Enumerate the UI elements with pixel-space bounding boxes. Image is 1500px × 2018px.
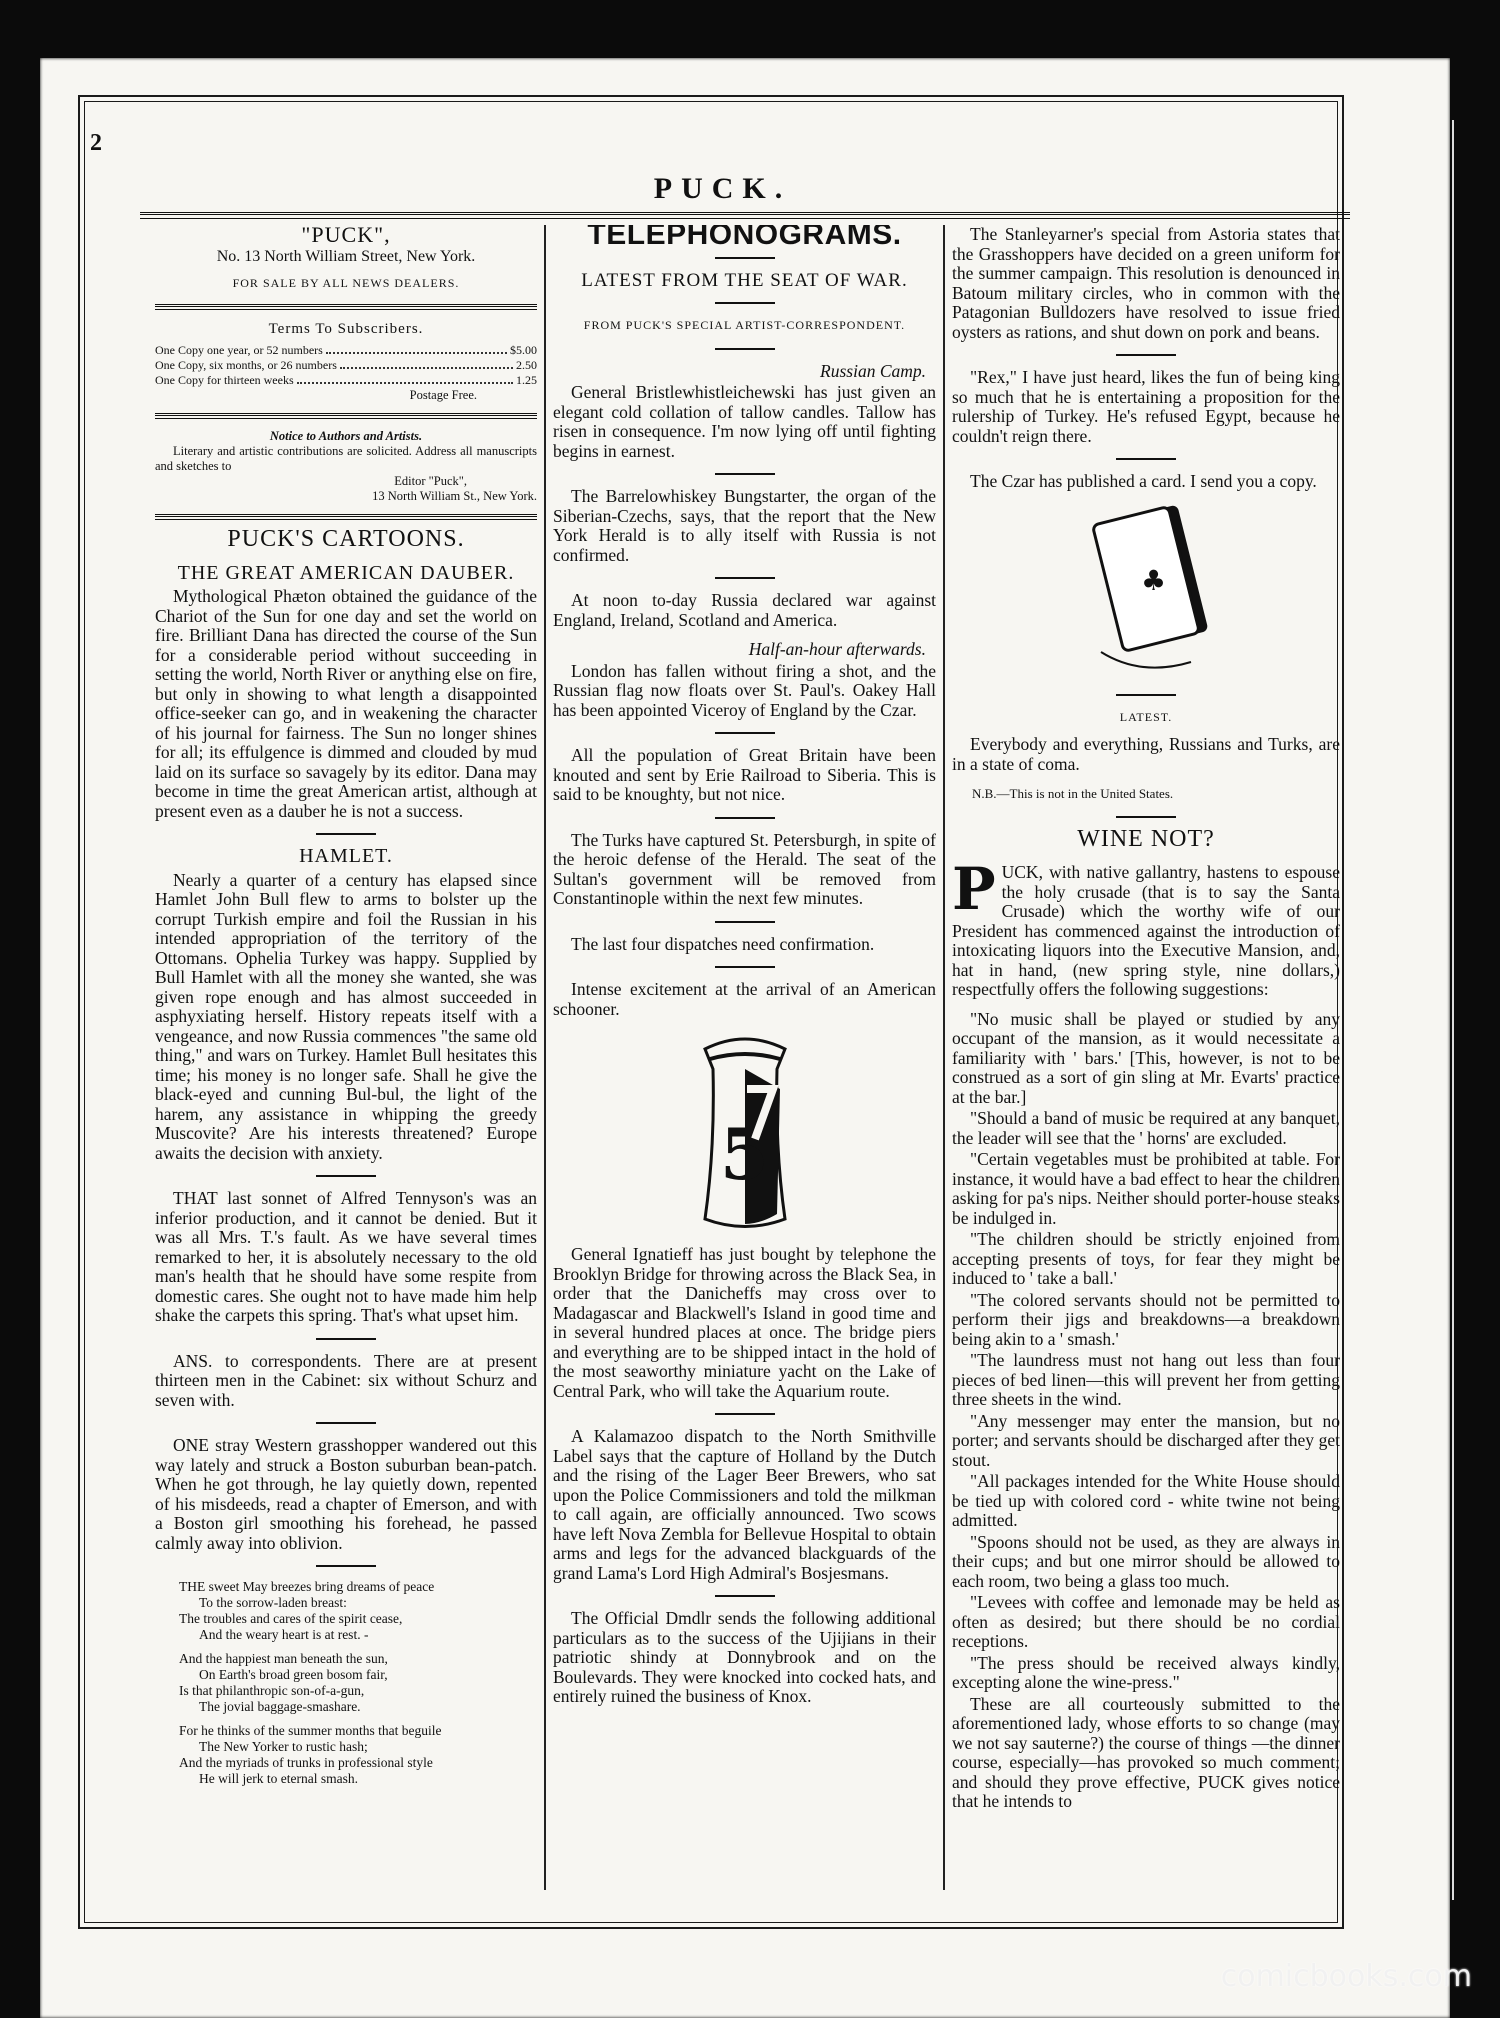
terms-row: One Copy, six months, or 26 numbers 2.50 (155, 358, 537, 372)
for-sale-notice: FOR SALE BY ALL NEWS DEALERS. (232, 276, 460, 290)
hamlet-text: Nearly a quarter of a century has elapsed since Hamlet John Bull flew to arms to bolster up the corrupt Turkish empire and foil the Russian in his intended appropriation of the territory of the Ottomans. Ophelia Turkey was happy. Supplied by Bull Hamlet with all the money she wanted, she was given rope enough and has almost succeeded in asphyxiating herself. History repeats itself with a vengeance, and now Russia commences "the same old thing," and wars on Turkey. Hamlet Bull hesitates this time; his money is no longer safe. Shall he give the black-eyed and cunning Bul-bul, the light of the harem, any assistance in whipping the greedy Muscovite? Are his interests threatened? Europe awaits the decision with anxiety. (155, 869, 537, 1163)
dispatch-paragraph: The Stanleyarner's special from Astoria states that the Grasshoppers have decided on a green uniform for the summer campaign. This resolution is denounced in Batoum military circles, who in common with the Patagonian Bulldozers have resolved to issue fried oysters as rations, and shut down on pork and beans. (952, 225, 1340, 342)
divider (155, 304, 537, 310)
column-right (952, 225, 1340, 1885)
puck-title: "PUCK", (301, 225, 391, 247)
dispatch-paragraph: At noon to-day Russia declared war against England, Ireland, Scotland and America. (553, 590, 936, 630)
rule-item: "The press should be received always kindly, excepting alone the wine-press." (952, 1652, 1340, 1692)
latest-heading: LATEST FROM THE SEAT OF WAR. (581, 269, 908, 291)
column-rule-2 (943, 225, 945, 1890)
rule-item: "The children should be strictly enjoined from accepting presents of toys, for fear they might be induced to ' take a ball.' (952, 1229, 1340, 1288)
dispatch-paragraph: "Rex," I have just heard, likes the fun of being king so much that he is entertaining a proposition for the rulership of Turkey. He's refused Egypt, because he couldn't reign there. (952, 367, 1340, 446)
column-middle (553, 225, 936, 1885)
drop-cap: P (952, 855, 996, 923)
terms-list (155, 343, 537, 388)
dispatch-paragraph: The Barrelowhiskey Bungstarter, the organ of the Siberian-Czechs, says, that the report that the New York Herald is to ally itself with Russia is not confirmed. (553, 486, 936, 565)
postage-note: Postage Free. (409, 388, 477, 402)
tennyson-paragraph: THAT last sonnet of Alfred Tennyson's was an inferior production, and it cannot be denied. But it was all Mrs. T.'s fault. As we have several times remarked to her, it is absolutely necessary to the old man's health that he should have some respite from domestic cares. She ought not to have made him help shake the carpets this spring. That's what upset him. (155, 1188, 537, 1325)
club-icon: ♣ (1141, 563, 1167, 597)
terms-row: One Copy one year, or 52 numbers $5.00 (155, 343, 537, 357)
dateline-half-hour: Half-an-hour afterwards. (748, 639, 926, 659)
dispatch-paragraph: General Ignatieff has just bought by telephone the Brooklyn Bridge for throwing across the Black Sea, in order that the Danicheffs may cross over to Madagascar and Blackwell's Island in good time and in several hundred places at once. The bridge piers and everything are to be shipped intact in the hold of the most seaworthy miniature yacht on the Lake of Central Park, who will take the Aquarium route. (553, 1244, 936, 1401)
poem-stanza: And the happiest man beneath the sun, On Earth's broad green bosom fair, Is that philanthropic son-of-a-gun, The jovial baggage-smashare. (179, 1651, 388, 1714)
grasshopper-paragraph: ONE stray Western grasshopper wandered out this way lately and struck a Boston suburban bean-patch. When he got through, he lay quietly down, repented of his misdeeds, read a chapter of Emerson, and with a Boston girl smoothing his forehead, he passed calmly away into oblivion. (155, 1435, 537, 1553)
dispatch-paragraph: General Bristlewhistleichewski has just given an elegant cold collation of tallow candles. Tallow has risen in consequence. I'm now lying off until fighting begins in earnest. (553, 382, 936, 461)
terms-title: Terms To Subscribers. (268, 320, 424, 337)
terms-row: One Copy for thirteen weeks 1.25 (155, 373, 537, 387)
wine-not-heading: WINE NOT? (1077, 825, 1215, 852)
rule-item: "No music shall be played or studied by any occupant of the mansion, as it would necessitate a familiarity with ' bars.' [This, however, is not to be construed as a sort of gin sling at Mr. Evarts' practice at the bar.] (952, 1008, 1340, 1107)
watermark: comicbooks.com (1220, 1959, 1472, 1994)
dispatch-paragraph: All the population of Great Britain have been knouted and sent by Erie Railroad to Siberia. This is said to be knoughty, but not nice. (553, 745, 936, 804)
dauber-heading: THE GREAT AMERICAN DAUBER. (177, 561, 515, 584)
notice-title: Notice to Authors and Artists. (269, 429, 423, 443)
rule-item: "The colored servants should not be permitted to perform their jigs and breakdowns—a breakdown being akin to a ' smash.' (952, 1289, 1340, 1349)
czar-card-illustration (1081, 502, 1211, 682)
editor-address: 13 North William St., New York. (372, 489, 537, 503)
divider (155, 413, 537, 419)
header-rule (140, 212, 1350, 219)
rule-item: "The laundress must not hang out less than four pieces of bed linen—this will prevent her from getting three sheets in the wind. (952, 1350, 1340, 1409)
dispatch-paragraph: The Czar has published a card. I send you a copy. (970, 471, 1317, 491)
dateline-russian-camp: Russian Camp. (820, 360, 926, 381)
rule-item: "Certain vegetables must be prohibited at table. For instance, it would have a bad effect to hear the children asking for pa's nips. Neither should porter-house steaks be indulged in. (952, 1149, 1340, 1228)
column-rule-1 (544, 225, 546, 1890)
masthead: PUCK. (653, 172, 792, 205)
correspondent-line: FROM PUCK'S SPECIAL ARTIST-CORRESPONDENT. (583, 318, 906, 332)
telephonograms-heading: TELEPHONOGRAMS. (587, 225, 902, 251)
hamlet-heading: HAMLET. (299, 845, 393, 867)
poem (179, 1579, 537, 1787)
office-address: No. 13 North William Street, New York. (216, 247, 476, 265)
rule-item: "Should a band of music be required at any banquet, the leader will see that the ' horns' are excluded. (952, 1108, 1340, 1148)
rules-list (952, 1010, 1340, 1693)
wine-intro: PUCK, with native gallantry, hastens to espouse the holy crusade (that is to say the Santa Crusade) which the worthy wife of our President has commenced against the introduction of intoxicating liquors into the Executive Mansion, and, hat in hand, (new spring style, nine dollars,) respectfully offers the following suggestions: (952, 855, 1340, 999)
poem-stanza: For he thinks of the summer months that beguile The New Yorker to rustic hash; And the myriads of trunks in professional style He will jerk to eternal smash. (179, 1723, 442, 1786)
dispatch-paragraph: A Kalamazoo dispatch to the North Smithville Label says that the capture of Holland by the Dutch and the rising of the Lager Beer Brewers, who sat upon the Police Commissioners and told the milkman to call again, are officially announced. Two scows have left Nova Zembla for Bellevue Hospital to obtain arms and legs for the advanced blackguards of the grand Lama's Lord High Admiral's Bosjesmans. (553, 1426, 936, 1583)
answers-paragraph: ANS. to correspondents. There are at present thirteen men in the Cabinet: six without Schurz and seven with. (155, 1350, 537, 1410)
rule-item: "Spoons should not be used, as they are always in their cups; and but one mirror should be allowed to each room, two being a glass too much. (952, 1531, 1340, 1591)
editor-line: Editor "Puck", (394, 474, 467, 488)
dauber-text: Mythological Phæton obtained the guidance of the Chariot of the Sun for one day and set the world on fire. Brilliant Dana has directed the course of the Sun for a considerable period without succeeding in setting the world, North River or anything else on fire, but only in showing to what length a disappointed office-seeker can go, and in weakening the character of his journal for fairness. The Sun no longer shines for all; its effulgence is dimmed and clouded by mud laid on its surface so savagely by its editor. Dana may become in time the great American artist, although at present even as a dauber he is not a success. (155, 586, 537, 821)
dispatch-paragraph: The Turks have captured St. Petersburgh, in spite of the heroic defense of the Herald. The seat of the Sultan's government will be removed from Constantinople within the next few minutes. (553, 829, 936, 908)
cartoons-heading: PUCK'S CARTOONS. (227, 526, 465, 552)
svg-text:5: 5 (719, 1113, 769, 1196)
page-number: 2 (90, 130, 102, 156)
rule-item: "Levees with coffee and lemonade may be held as often as desired; but there should be no cordial receptions. (952, 1592, 1340, 1651)
nb-note: N.B.—This is not in the United States. (972, 786, 1174, 801)
dispatch-paragraph: The last four dispatches need confirmation. (571, 933, 875, 954)
poem-stanza: THE sweet May breezes bring dreams of peace To the sorrow-laden breast: The troubles and cares of the spirit cease, And the weary heart is at rest. - (179, 1579, 435, 1642)
latest-label: LATEST. (1119, 709, 1173, 724)
divider (155, 514, 537, 520)
dispatch-paragraph: London has fallen without firing a shot, and the Russian flag now floats over St. Paul's. Oakey Hall has been appointed Viceroy of England by the Czar. (553, 660, 936, 720)
closing-paragraph: These are all courteously submitted to the aforementioned lady, whose efforts to so change (may we not say sauterne?) the course of things —the dinner course, especially—has provoked so much comment; and should they prove effective, PUCK gives notice that he intends to (952, 1693, 1340, 1811)
dispatch-paragraph: Everybody and everything, Russians and Turks, are in a state of coma. (952, 734, 1340, 774)
rule-item: "All packages intended for the White House should be tied up with colored cord - white twine not being admitted. (952, 1471, 1340, 1530)
notice-text: Literary and artistic contributions are solicited. Address all manuscripts and sketches to (155, 444, 537, 473)
page-binding-edge (1452, 120, 1466, 1900)
dispatch-paragraph: Intense excitement at the arrival of an American schooner. (553, 979, 936, 1019)
dispatch-paragraph: The Official Dmdlr sends the following additional particulars as to the success of the Ujijians in their patriotic shindy at Donnybrook and on the Boulevards. They were knocked into cocked hats, and entirely ruined the business of Knox. (553, 1608, 936, 1706)
schooner-glass-illustration (685, 1029, 805, 1239)
rule-item: "Any messenger may enter the mansion, but no porter; and servants should be discharged after they get stout. (952, 1410, 1340, 1470)
column-left (155, 225, 537, 1885)
